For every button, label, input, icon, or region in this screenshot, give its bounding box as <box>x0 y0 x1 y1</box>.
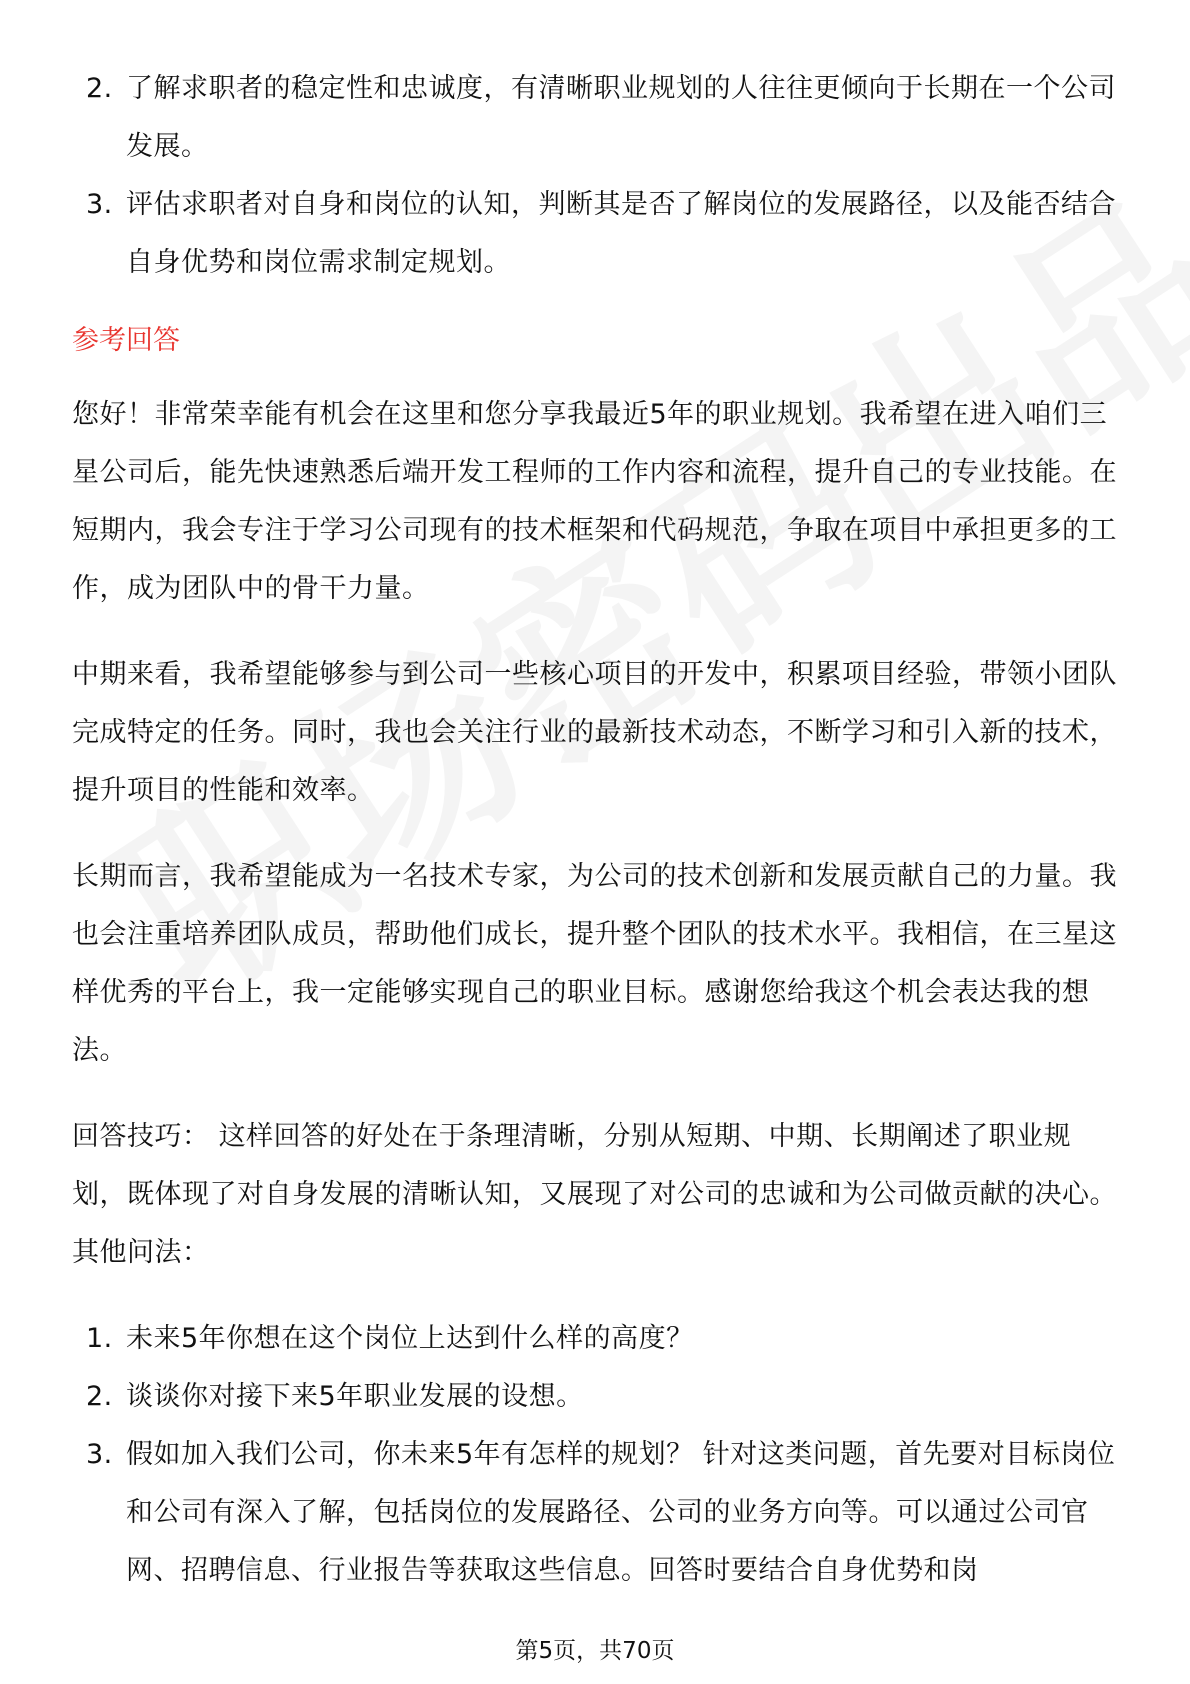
list-item-text: 了解求职者的稳定性和忠诚度，有清晰职业规划的人往往更倾向于长期在一个公司发展。 <box>126 73 1116 162</box>
list-item-number: 3. <box>86 189 113 220</box>
list-item-text: 评估求职者对自身和岗位的认知，判断其是否了解岗位的发展路径，以及能否结合自身优势和岗位需求制定规划。 <box>126 189 1116 278</box>
answer-paragraph-short-term: 您好！非常荣幸能有机会在这里和您分享我最近5年的职业规划。我希望在进入咱们三星公司后，能先快速熟悉后端开发工程师的工作内容和流程，提升自己的专业技能。在短期内，我会专注于学习公司现有的技术框架和代码规范，争取在项目中承担更多的工作，成为团队中的骨干力量。 <box>72 399 1117 604</box>
page-content <box>72 60 1122 1600</box>
answer-paragraph-mid-term: 中期来看，我希望能够参与到公司一些核心项目的开发中，积累项目经验，带领小团队完成特定的任务。同时，我也会关注行业的最新技术动态，不断学习和引入新的技术，提升项目的性能和效率。 <box>72 659 1117 806</box>
alternative-questions-list <box>72 1310 1122 1600</box>
purpose-list <box>72 60 1122 292</box>
list-item <box>72 1426 1122 1600</box>
list-item <box>72 1310 1122 1368</box>
list-item-number: 2. <box>86 1381 113 1412</box>
list-item <box>72 60 1122 176</box>
list-item-text: 未来5年你想在这个岗位上达到什么样的高度？ <box>126 1323 694 1354</box>
list-item-number: 3. <box>86 1439 113 1470</box>
list-item <box>72 176 1122 292</box>
list-item <box>72 1368 1122 1426</box>
answer-paragraph-long-term: 长期而言，我希望能成为一名技术专家，为公司的技术创新和发展贡献自己的力量。我也会注重培养团队成员，帮助他们成长，提升整个团队的技术水平。我相信，在三星这样优秀的平台上，我一定能够实现自己的职业目标。感谢您给我这个机会表达我的想法。 <box>72 861 1117 1066</box>
list-item-number: 2. <box>86 73 113 104</box>
list-item-number: 1. <box>86 1323 113 1354</box>
list-item-text: 假如加入我们公司，你未来5年有怎样的规划？ 针对这类问题，首先要对目标岗位和公司有深入了解，包括岗位的发展路径、公司的业务方向等。可以通过公司官网、招聘信息、行业报告等获取这些信息。回答时要结合自身优势和岗 <box>126 1439 1116 1586</box>
page-number-footer: 第5页，共70页 <box>515 1638 675 1664</box>
section-heading: 参考回答 <box>72 325 180 356</box>
list-item-text: 谈谈你对接下来5年职业发展的设想。 <box>126 1381 584 1412</box>
answer-tips-paragraph: 回答技巧： 这样回答的好处在于条理清晰，分别从短期、中期、长期阐述了职业规划，既体现了对自身发展的清晰认知，又展现了对公司的忠诚和为公司做贡献的决心。 其他问法： <box>72 1121 1117 1268</box>
